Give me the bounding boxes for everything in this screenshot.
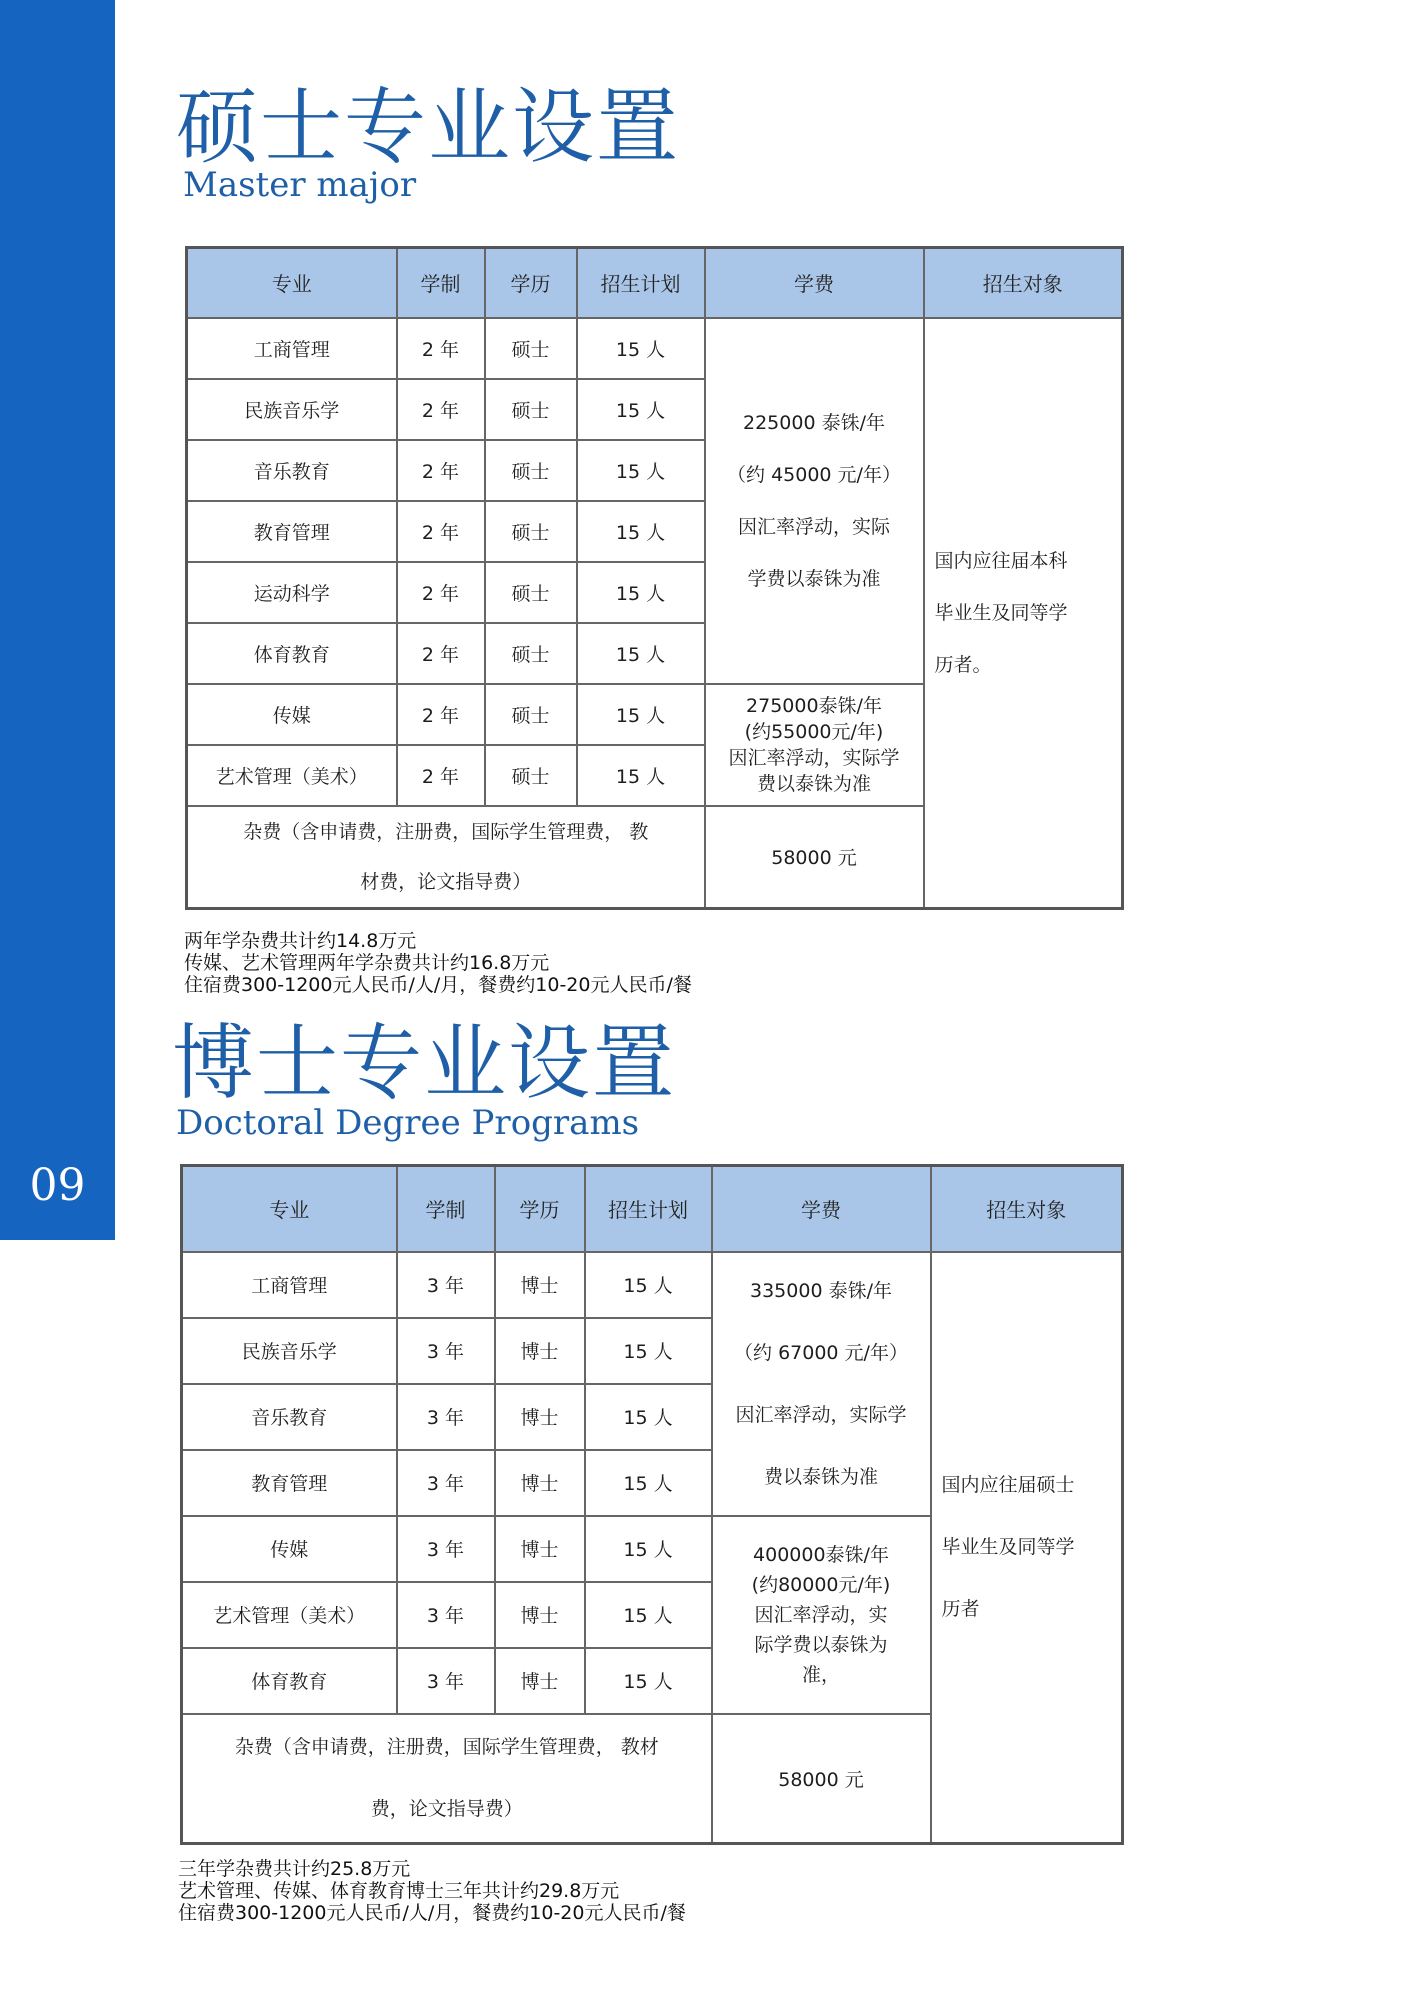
misc-fee-line: 杂费（含申请费，注册费，国际学生管理费， 教材 <box>234 1736 659 1759</box>
plan-cell: 15 人 <box>585 1648 712 1714</box>
note-line: 传媒、艺术管理两年学杂费共计约16.8万元 <box>184 952 550 974</box>
plan-cell: 15 人 <box>585 1384 712 1450</box>
header-degree: 学历 <box>495 1166 585 1252</box>
target-line: 国内应往届本科 <box>934 549 1068 572</box>
tuition-cell <box>705 318 924 684</box>
degree-cell: 硕士 <box>485 379 577 440</box>
duration-cell: 2 年 <box>397 562 485 623</box>
tuition-line: 400000泰铢/年 <box>753 1543 889 1566</box>
degree-cell: 硕士 <box>485 623 577 684</box>
master-title: 硕士专业设置 <box>176 80 681 175</box>
major-cell: 教育管理 <box>187 501 397 562</box>
major-cell: 教育管理 <box>182 1450 397 1516</box>
duration-cell: 3 年 <box>397 1318 495 1384</box>
target-line: 毕业生及同等学 <box>934 601 1068 624</box>
tuition-line: 因汇率浮动，实际学 <box>728 746 900 769</box>
target-cell <box>924 318 1123 909</box>
header-target: 招生对象 <box>931 1166 1123 1252</box>
plan-cell: 15 人 <box>577 745 705 806</box>
tuition-cell <box>712 1516 931 1714</box>
doctor-subtitle: Doctoral Degree Programs <box>176 1103 640 1143</box>
master-subtitle: Master major <box>183 165 417 205</box>
degree-cell: 博士 <box>495 1582 585 1648</box>
degree-cell: 硕士 <box>485 684 577 745</box>
duration-cell: 2 年 <box>397 501 485 562</box>
duration-cell: 2 年 <box>397 745 485 806</box>
degree-cell: 博士 <box>495 1648 585 1714</box>
plan-cell: 15 人 <box>585 1318 712 1384</box>
tuition-line: 因汇率浮动，实际学 <box>735 1403 907 1426</box>
plan-cell: 15 人 <box>585 1516 712 1582</box>
tuition-line: 费以泰铢为准 <box>756 772 871 795</box>
misc-fee-line: 材费，论文指导费） <box>360 870 532 893</box>
tuition-line: (约80000元/年) <box>751 1573 891 1596</box>
duration-cell: 3 年 <box>397 1252 495 1318</box>
duration-cell: 2 年 <box>397 440 485 501</box>
master-table <box>185 246 1124 910</box>
degree-cell: 博士 <box>495 1384 585 1450</box>
major-cell: 运动科学 <box>187 562 397 623</box>
degree-cell: 硕士 <box>485 501 577 562</box>
tuition-line: 335000 泰铢/年 <box>750 1279 892 1302</box>
note-line: 两年学杂费共计约14.8万元 <box>184 930 417 952</box>
duration-cell: 2 年 <box>397 684 485 745</box>
plan-cell: 15 人 <box>585 1582 712 1648</box>
tuition-line: 因汇率浮动，实际 <box>737 515 890 538</box>
plan-cell: 15 人 <box>577 684 705 745</box>
duration-cell: 2 年 <box>397 623 485 684</box>
header-plan: 招生计划 <box>585 1166 712 1252</box>
plan-cell: 15 人 <box>577 318 705 379</box>
major-cell: 艺术管理（美术） <box>182 1582 397 1648</box>
table-row <box>187 318 1123 379</box>
note-line: 艺术管理、传媒、体育教育博士三年共计约29.8万元 <box>178 1880 620 1902</box>
header-major: 专业 <box>182 1166 397 1252</box>
plan-cell: 15 人 <box>577 379 705 440</box>
header-target: 招生对象 <box>924 248 1123 318</box>
degree-cell: 硕士 <box>485 745 577 806</box>
plan-cell: 15 人 <box>577 440 705 501</box>
target-cell <box>931 1252 1123 1844</box>
target-line: 历者 <box>941 1598 980 1621</box>
major-cell: 艺术管理（美术） <box>187 745 397 806</box>
major-cell: 音乐教育 <box>182 1384 397 1450</box>
note-line: 三年学杂费共计约25.8万元 <box>178 1858 411 1880</box>
duration-cell: 3 年 <box>397 1648 495 1714</box>
major-cell: 工商管理 <box>182 1252 397 1318</box>
page-number: 09 <box>29 1160 86 1211</box>
misc-fee-value: 58000 元 <box>705 806 924 909</box>
misc-fee-label <box>187 806 705 909</box>
header-duration: 学制 <box>397 248 485 318</box>
tuition-line: （约 45000 元/年） <box>727 463 901 486</box>
duration-cell: 3 年 <box>397 1450 495 1516</box>
degree-cell: 博士 <box>495 1252 585 1318</box>
major-cell: 工商管理 <box>187 318 397 379</box>
major-cell: 民族音乐学 <box>182 1318 397 1384</box>
degree-cell: 博士 <box>495 1318 585 1384</box>
tuition-line: （约 67000 元/年） <box>734 1341 908 1364</box>
tuition-line: 225000 泰铢/年 <box>743 411 885 434</box>
misc-fee-value: 58000 元 <box>712 1714 931 1844</box>
doctor-notes <box>178 1858 686 1924</box>
degree-cell: 硕士 <box>485 562 577 623</box>
plan-cell: 15 人 <box>577 501 705 562</box>
tuition-line: 际学费以泰铢为 <box>754 1633 888 1656</box>
side-bar <box>0 0 115 1240</box>
plan-cell: 15 人 <box>577 623 705 684</box>
misc-fee-line: 杂费（含申请费，注册费，国际学生管理费， 教 <box>243 820 649 843</box>
major-cell: 传媒 <box>182 1516 397 1582</box>
master-notes <box>184 930 692 996</box>
target-line: 毕业生及同等学 <box>941 1536 1075 1559</box>
note-line: 住宿费300-1200元人民币/人/月，餐费约10-20元人民币/餐 <box>184 974 692 996</box>
duration-cell: 3 年 <box>397 1384 495 1450</box>
header-tuition: 学费 <box>705 248 924 318</box>
degree-cell: 博士 <box>495 1516 585 1582</box>
plan-cell: 15 人 <box>585 1450 712 1516</box>
header-tuition: 学费 <box>712 1166 931 1252</box>
degree-cell: 硕士 <box>485 318 577 379</box>
tuition-line: 费以泰铢为准 <box>763 1465 878 1488</box>
header-degree: 学历 <box>485 248 577 318</box>
misc-fee-line: 费，论文指导费） <box>370 1798 523 1821</box>
tuition-cell <box>712 1252 931 1516</box>
duration-cell: 3 年 <box>397 1582 495 1648</box>
duration-cell: 2 年 <box>397 318 485 379</box>
misc-fee-label <box>182 1714 712 1844</box>
duration-cell: 3 年 <box>397 1516 495 1582</box>
tuition-line: 因汇率浮动，实 <box>754 1603 888 1626</box>
tuition-line: 275000泰铢/年 <box>746 694 882 717</box>
tuition-line: 准， <box>801 1663 840 1686</box>
degree-cell: 博士 <box>495 1450 585 1516</box>
plan-cell: 15 人 <box>585 1252 712 1318</box>
target-line: 历者。 <box>934 653 992 676</box>
major-cell: 音乐教育 <box>187 440 397 501</box>
tuition-cell <box>705 684 924 806</box>
header-plan: 招生计划 <box>577 248 705 318</box>
tuition-line: 学费以泰铢为准 <box>747 567 881 590</box>
major-cell: 体育教育 <box>187 623 397 684</box>
plan-cell: 15 人 <box>577 562 705 623</box>
note-line: 住宿费300-1200元人民币/人/月，餐费约10-20元人民币/餐 <box>178 1902 686 1924</box>
duration-cell: 2 年 <box>397 379 485 440</box>
header-major: 专业 <box>187 248 397 318</box>
degree-cell: 硕士 <box>485 440 577 501</box>
table-row <box>182 1252 1123 1318</box>
header-duration: 学制 <box>397 1166 495 1252</box>
major-cell: 民族音乐学 <box>187 379 397 440</box>
major-cell: 传媒 <box>187 684 397 745</box>
target-line: 国内应往届硕士 <box>941 1474 1075 1497</box>
doctor-title: 博士专业设置 <box>172 1016 677 1111</box>
major-cell: 体育教育 <box>182 1648 397 1714</box>
tuition-line: (约55000元/年) <box>744 720 884 743</box>
doctor-table <box>180 1164 1124 1845</box>
